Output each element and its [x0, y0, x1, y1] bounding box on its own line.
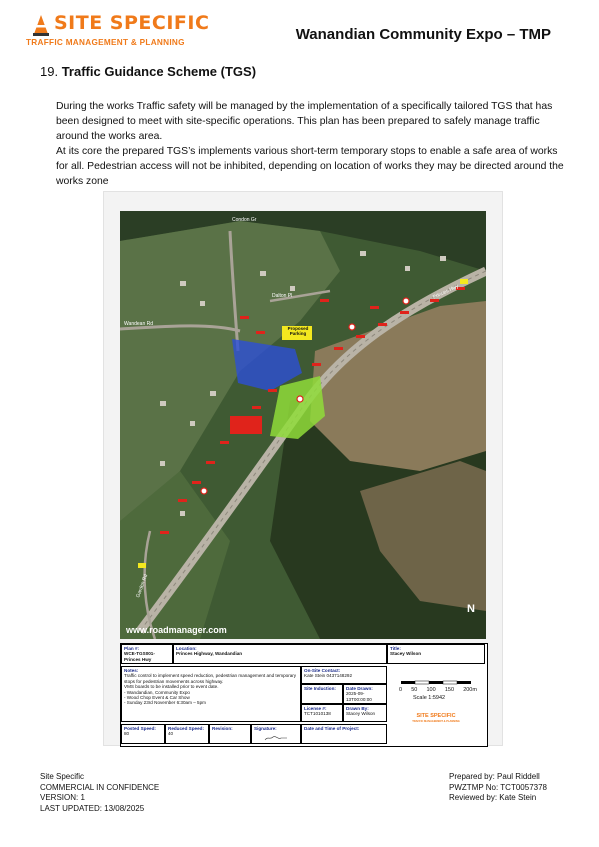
location-label: Location: — [176, 646, 197, 651]
scale-text: Scale 1:5942 — [413, 695, 446, 701]
drawn-by-cell — [343, 704, 387, 722]
location-cell — [173, 644, 387, 664]
section-heading — [40, 64, 256, 79]
drawn-by-value: Stacey Wilson — [346, 711, 376, 717]
plan-number-value: WCE-TGS001- Princes Hwy — [124, 651, 155, 662]
paragraph-2: At its core the prepared TGS’s implements various short-term temporary stops to enable a safe area of works for all. Pedestrian access will not be inhibited, depending on location of works they may be directed around the works zone — [56, 146, 564, 187]
document-title: Wanandian Community Expo – TMP — [295, 26, 551, 43]
traffic-cone-icon — [32, 14, 50, 36]
reduced-speed-value: 40 — [168, 731, 174, 737]
posted-speed-cell — [121, 724, 165, 744]
reduced-speed-cell — [165, 724, 209, 744]
notes-value: Traffic control to implement speed reduction, pedestrian management and temporary stops for pedestrian movements across highway. VMS boards to be installed prior to event date. - Wandandian, Community Expo - Wood Chop Event & Car Show - Sunday 23rd November 6:30am – 5pm — [124, 673, 297, 706]
logo-subtitle: TRAFFIC MANAGEMENT & PLANNING — [26, 38, 185, 47]
site-induction-cell — [301, 684, 343, 704]
scale-tick: 50 — [411, 687, 418, 693]
date-drawn-label: Date Drawn: — [346, 686, 373, 691]
signature-graphic — [264, 735, 288, 741]
location-value: Princes Highway, Wandandian — [176, 651, 243, 657]
aerial-map — [120, 211, 486, 639]
scale-bar-graphic — [401, 680, 471, 686]
license-cell — [301, 704, 343, 722]
north-label: N — [467, 603, 475, 615]
scale-tick: 150 — [444, 687, 455, 693]
footer-version: VERSION: 1 — [40, 793, 85, 803]
scale-ticks — [399, 688, 477, 693]
footer-last-updated: LAST UPDATED: 13/08/2025 — [40, 803, 145, 813]
revision-label: Revision: — [212, 726, 233, 731]
map-label-road-3: Dalton Pl — [272, 293, 293, 299]
footer-pwztmp-number: PWZTMP No: TCT0057378 — [449, 782, 547, 792]
date-drawn-value: 2025-09- 13T00:00:00 — [346, 691, 372, 702]
map-label-parking: Proposed Parking — [287, 326, 309, 336]
title-cell — [387, 644, 485, 664]
onsite-contact-value: Kate Stein 0437148292 — [304, 673, 353, 679]
mini-logo — [411, 714, 461, 725]
title-label: Title: — [390, 646, 401, 651]
onsite-contact-cell — [301, 666, 387, 684]
scale-tick: 100 — [426, 687, 436, 693]
site-induction-label: Site Induction: — [304, 686, 336, 691]
title-value: Stacey Wilson — [390, 651, 422, 657]
map-watermark: www.roadmanager.com — [126, 625, 227, 635]
plan-number-label: Plan #: — [124, 646, 140, 651]
plan-number-cell — [121, 644, 173, 664]
map-label-road-5: Garden Rd — [135, 573, 150, 599]
date-drawn-cell — [343, 684, 387, 704]
footer-prepared-by: Prepared by: Paul Riddell — [449, 772, 540, 781]
license-value: TCT1010138 — [304, 711, 331, 717]
signature-cell — [251, 724, 301, 744]
footer-left — [40, 772, 159, 814]
reduced-speed-label: Reduced Speed: — [168, 726, 204, 731]
paragraph-1: During the works Traffic safety will be managed by the implementation of a specifically tailored TGS that has been designed to meet with site-specific operations. This plan has been prepared to safely manage traffic around the works area. — [56, 101, 553, 142]
onsite-contact-label: On-Site Contact: — [304, 668, 341, 673]
logo-title: SITE SPECIFIC — [54, 12, 210, 34]
section-number: 19. — [40, 64, 59, 79]
tgs-plan-figure — [103, 191, 503, 746]
footer-confidential: COMMERCIAL IN CONFIDENCE — [40, 782, 160, 792]
drawn-by-label: Drawn By: — [346, 706, 369, 711]
footer-reviewed-by: Reviewed by: Kate Stein — [449, 793, 537, 803]
plan-info-table — [120, 643, 488, 747]
map-label-road-1: Wandean Rd — [124, 321, 153, 327]
section-title: Traffic Guidance Scheme (TGS) — [61, 64, 257, 79]
scale-cell — [387, 666, 485, 744]
north-arrow-icon — [464, 603, 478, 615]
scale-tick: 0 — [399, 687, 403, 693]
notes-cell — [121, 666, 301, 722]
mini-logo-subtitle: TRAFFIC MANAGEMENT & PLANNING — [412, 720, 460, 724]
footer-company: Site Specific — [40, 772, 85, 781]
posted-speed-label: Posted Speed: — [124, 726, 156, 731]
project-datetime-label: Date and Time of Project: — [304, 726, 360, 731]
map-label-road-4: Princes Hwy — [432, 283, 460, 301]
signature-label: Signature: — [254, 726, 277, 731]
company-logo — [14, 10, 214, 52]
aerial-map-graphic — [120, 211, 486, 639]
scale-tick: 200m — [463, 687, 477, 693]
notes-label: Notes: — [124, 668, 139, 673]
body-text — [56, 99, 566, 189]
mini-logo-title: SITE SPECIFIC — [416, 713, 456, 719]
revision-cell — [209, 724, 251, 744]
license-label: License #: — [304, 706, 327, 711]
map-label-road-2: Condon Gr — [232, 217, 257, 223]
posted-speed-value: 80 — [124, 731, 130, 737]
project-datetime-cell — [301, 724, 387, 744]
footer-right — [449, 772, 547, 804]
